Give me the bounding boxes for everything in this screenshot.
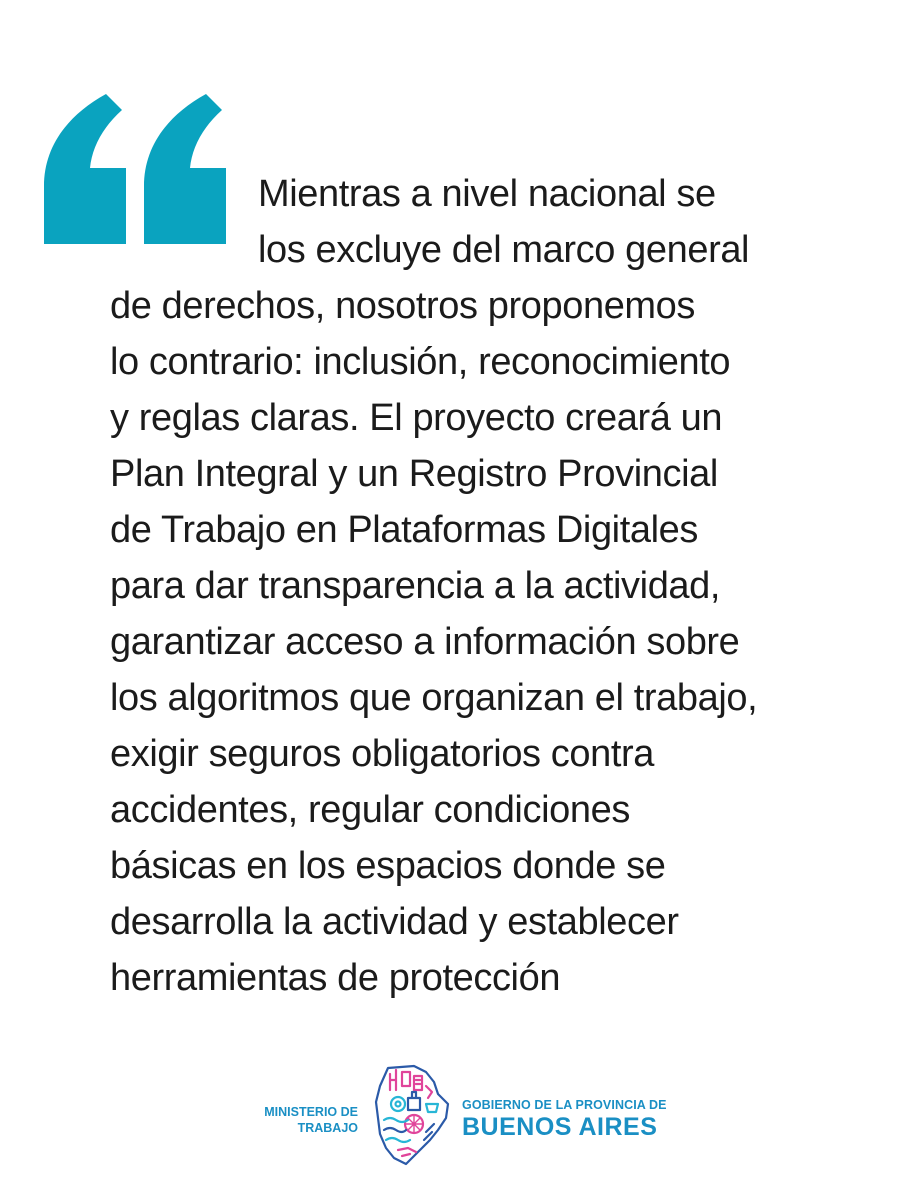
quote-line: de Trabajo en Plataformas Digitales — [110, 509, 698, 551]
quote-line: herramientas de protección — [110, 957, 561, 999]
quote-line: para dar transparencia a la actividad, — [110, 565, 721, 607]
quote-line: y reglas claras. El proyecto creará un — [110, 397, 723, 439]
quote-line: garantizar acceso a información sobre — [110, 621, 740, 663]
footer-logos — [250, 1055, 690, 1175]
ministry-line-1: MINISTERIO DE — [264, 1105, 358, 1119]
quote-line: los excluye del marco general — [258, 229, 750, 271]
quote-line: Plan Integral y un Registro Provincial — [110, 453, 718, 495]
quote-line: desarrolla la actividad y establecer — [110, 901, 679, 943]
quote-line: lo contrario: inclusión, reconocimiento — [110, 341, 731, 383]
quote-line: exigir seguros obligatorios contra — [110, 733, 655, 775]
province-emblem-icon — [368, 1060, 452, 1170]
government-line-1: GOBIERNO DE LA PROVINCIA DE — [462, 1098, 667, 1112]
quote-line: Mientras a nivel nacional se — [258, 173, 716, 215]
government-line-2: BUENOS AIRES — [462, 1113, 658, 1141]
ministry-label — [250, 1104, 358, 1136]
quote-text — [110, 166, 830, 1006]
quote-line: accidentes, regular condiciones — [110, 789, 630, 831]
quote-line: de derechos, nosotros proponemos — [110, 285, 696, 327]
government-label — [462, 1097, 690, 1141]
quote-line: básicas en los espacios donde se — [110, 845, 666, 887]
ministry-line-2: TRABAJO — [297, 1121, 358, 1135]
quote-line: los algoritmos que organizan el trabajo, — [110, 677, 758, 719]
